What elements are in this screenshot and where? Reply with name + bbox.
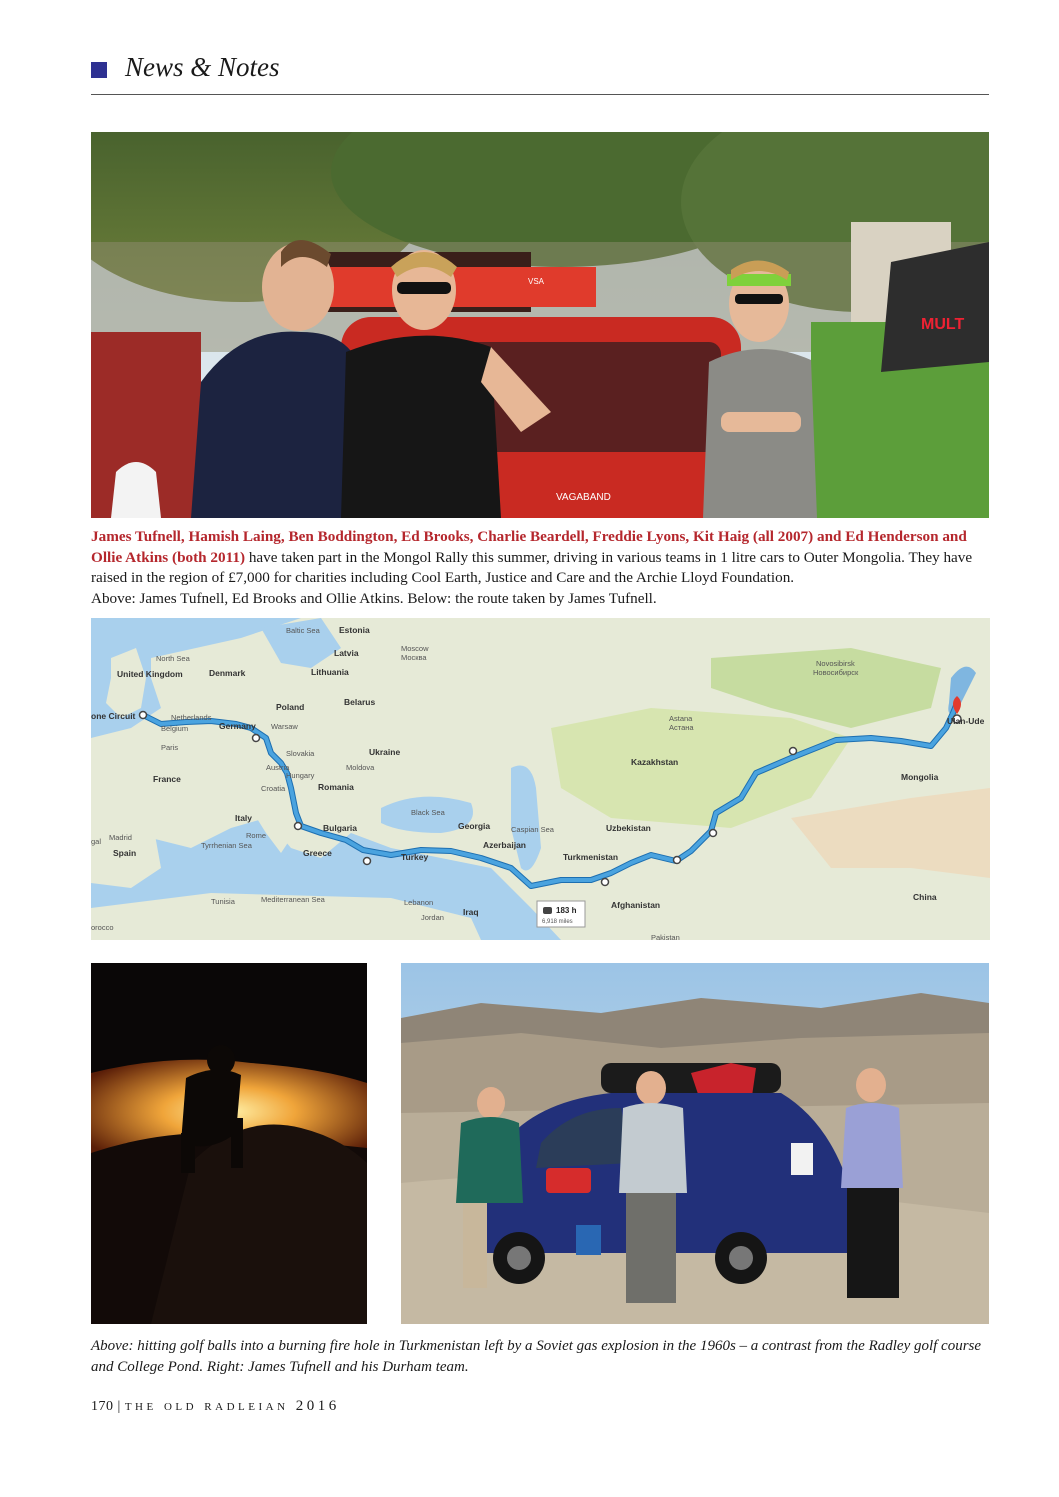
- car-sticker-vagaband: VAGABAND: [556, 492, 611, 503]
- map-label: Warsaw: [271, 722, 298, 731]
- caption-body: have taken part in the Mongol Rally this summer, driving in various teams in 1 litre cars to Outer Mongolia. They have raised in the region of £7,000 for charities including Cool Earth, Justice and Care and the Archie Lloyd Foundation.: [91, 548, 973, 586]
- map-label: Moscow: [401, 644, 429, 653]
- map-label: Москва: [401, 653, 427, 662]
- car-sticker-mult: MULT: [921, 316, 965, 333]
- map-label: Spain: [113, 848, 137, 858]
- map-label: Ulan-Ude: [947, 716, 985, 726]
- map-label: one Circuit: [91, 711, 136, 721]
- map-label: China: [913, 892, 937, 902]
- map-label: Belgium: [161, 724, 189, 733]
- map-label: Black Sea: [411, 808, 445, 817]
- map-label: Romania: [318, 782, 354, 792]
- route-duration: 183 h: [556, 906, 577, 915]
- map-label: Hungary: [286, 771, 315, 780]
- map-label: gal: [91, 837, 102, 846]
- map-label: Pakistan: [651, 933, 680, 940]
- section-title: News & Notes: [125, 52, 280, 82]
- map-label: Ukraine: [369, 747, 401, 757]
- map-label: Mongolia: [901, 772, 939, 782]
- photo-fire-hole: [91, 963, 367, 1324]
- map-label: Germany: [219, 721, 256, 731]
- map-label: Новосибирск: [813, 668, 859, 677]
- caption-fire-hole: Above: hitting golf balls into a burning fire hole in Turkmenistan left by a Soviet gas explosion in the 1960s – a contrast from the Radley golf course and College Pond. Right: James Tufnell and his Durham team.: [91, 1338, 982, 1375]
- section-header: [91, 52, 989, 95]
- map-label: Latvia: [334, 648, 359, 658]
- map-label: Iraq: [463, 907, 479, 917]
- photo-durham-team: [401, 963, 989, 1324]
- map-label: Austria: [266, 763, 290, 772]
- publication-name: the old radleian 2016: [124, 1398, 340, 1414]
- route-map: [91, 618, 990, 940]
- map-label: Baltic Sea: [286, 626, 320, 635]
- map-label: Tunisia: [211, 897, 235, 906]
- map-label: Turkey: [401, 852, 429, 862]
- map-label: Moldova: [346, 763, 375, 772]
- map-label: Caspian Sea: [511, 825, 554, 834]
- map-label: Denmark: [209, 668, 246, 678]
- map-label: Italy: [235, 813, 253, 823]
- map-label: Belarus: [344, 697, 376, 707]
- section-marker-square: [91, 62, 107, 78]
- map-label: Bulgaria: [323, 823, 358, 833]
- map-label: Jordan: [421, 913, 444, 922]
- map-label: orocco: [91, 923, 114, 932]
- map-label: Georgia: [458, 821, 491, 831]
- map-label: Kazakhstan: [631, 757, 679, 767]
- route-duration-box: [537, 901, 585, 927]
- map-label: Poland: [276, 702, 305, 712]
- map-label: Afghanistan: [611, 900, 661, 910]
- map-label: Lebanon: [404, 898, 434, 907]
- map-label: North Sea: [156, 654, 190, 663]
- map-label: Turkmenistan: [563, 852, 619, 862]
- footer-separator: |: [117, 1399, 121, 1414]
- caption-photo-note: Above: James Tufnell, Ed Brooks and Ollie Atkins. Below: the route taken by James Tufnell.: [91, 589, 657, 607]
- photo-rally-team-top: [91, 132, 989, 518]
- map-label: Estonia: [339, 625, 370, 635]
- map-label: Madrid: [109, 833, 132, 842]
- map-label: Tyrrhenian Sea: [201, 841, 252, 850]
- map-label: Uzbekistan: [606, 823, 651, 833]
- map-label: Slovakia: [286, 749, 315, 758]
- map-label: Netherlands: [171, 713, 212, 722]
- map-label: Greece: [303, 848, 332, 858]
- map-label: France: [153, 774, 181, 784]
- caption-names: James Tufnell, Hamish Laing, Ben Boddington, Ed Brooks, Charlie Beardell, Freddie Lyons, Kit Haig (all 2007) and Ed Henderson and Ollie Atkins (both 2011): [91, 528, 967, 566]
- page-footer: [91, 1398, 340, 1415]
- page-number: 170: [91, 1399, 114, 1414]
- map-label: Astana: [669, 714, 693, 723]
- map-label: Астана: [669, 723, 694, 732]
- caption-mongol-rally: [91, 527, 989, 609]
- map-label: Lithuania: [311, 667, 349, 677]
- map-label: Croatia: [261, 784, 286, 793]
- map-label: Mediterranean Sea: [261, 895, 325, 904]
- map-label: United Kingdom: [117, 669, 183, 679]
- route-distance: 6,918 miles: [542, 919, 573, 925]
- map-label: Rome: [246, 831, 267, 840]
- car-sticker-vsa: VSA: [528, 277, 545, 286]
- map-label: Azerbaijan: [483, 840, 526, 850]
- map-label: Novosibirsk: [816, 659, 855, 668]
- map-label: Paris: [161, 743, 179, 752]
